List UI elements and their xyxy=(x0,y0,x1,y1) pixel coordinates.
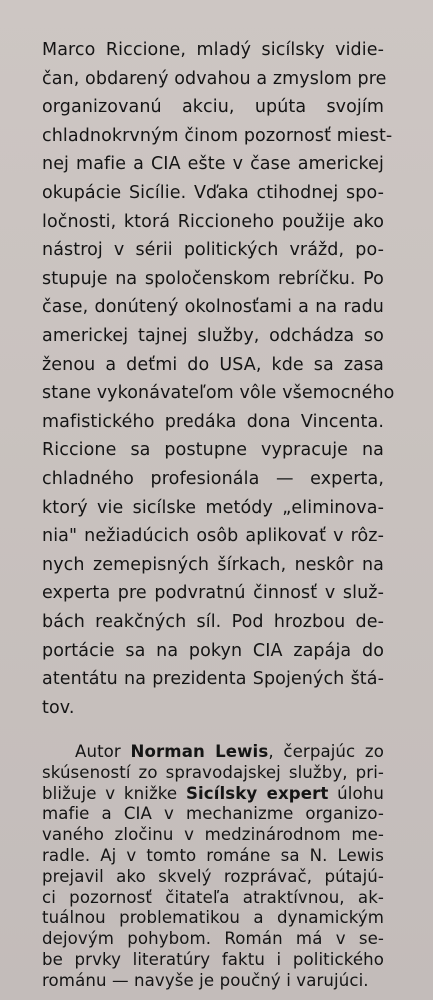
text-run: Autor xyxy=(75,742,131,761)
text-line: Riccione sa postupne vypracuje na xyxy=(42,440,384,461)
text-line: mafistického predáka dona Vincenta. xyxy=(42,411,384,432)
text-line: americkej tajnej služby, odchádza so xyxy=(42,326,384,346)
text-run: , čerpajúc zo xyxy=(268,742,384,761)
text-line: románu — navyše je poučný i varujúci. xyxy=(42,970,369,990)
text-line: nia" nežiadúcich osôb aplikovať v rôz- xyxy=(42,526,384,547)
text-line: atentátu na prezidenta Spojených štá- xyxy=(42,669,384,690)
text-line: nástroj v sérii politických vrážd, po- xyxy=(42,240,384,261)
text-line: nej mafie a CIA ešte v čase americkej xyxy=(42,154,384,175)
text-line: ci pozornosť čitateľa atraktívnou, ak- xyxy=(42,887,384,907)
text-line: čase, donútený okolnosťami a na radu xyxy=(42,297,384,318)
text-line: portácie sa na pokyn CIA zapája do xyxy=(42,640,384,661)
text-line xyxy=(75,742,384,762)
text-line: be prvky literatúry faktu i politického xyxy=(42,950,384,969)
author-name: Norman Lewis xyxy=(130,742,269,761)
text-line: okupácie Sicílie. Vďaka ctihodnej spo- xyxy=(42,183,384,203)
text-line xyxy=(42,784,384,804)
text-line: experta pre podvratnú činnosť v služ- xyxy=(42,583,384,604)
text-line: stane vykonávateľom vôle všemocného xyxy=(42,383,395,404)
text-line: ženou a deťmi do USA, kde sa zasa xyxy=(42,354,384,375)
text-run: úlohu xyxy=(328,783,384,803)
text-line: tov. xyxy=(42,697,75,718)
text-line: chladného profesionála — experta, xyxy=(42,469,384,489)
text-line: nych zemepisných šírkach, neskôr na xyxy=(42,554,384,575)
text-line: stupuje na spoločenskom rebríčku. Po xyxy=(42,268,384,289)
text-line: ločnosti, ktorá Riccioneho použije ako xyxy=(42,211,384,232)
text-run: bližuje v knižke xyxy=(42,783,186,803)
text-line: Marco Riccione, mladý sicílsky vidie- xyxy=(42,40,384,60)
text-line: bách reakčných síl. Pod hrozbou de- xyxy=(42,612,384,632)
text-line: radle. Aj v tomto románe sa N. Lewis xyxy=(42,846,384,865)
text-line: organizovanú akciu, upúta svojím xyxy=(42,97,384,118)
text-line: prejavil ako skvelý rozprávač, pútajú- xyxy=(42,866,384,886)
text-line: skúseností zo spravodajskej služby, pri- xyxy=(42,762,384,782)
text-line: tuálnou problematikou a dynamickým xyxy=(42,908,384,928)
text-line: čan, obdarený odvahou a zmyslom pre xyxy=(42,68,387,89)
book-title: Sicílsky expert xyxy=(185,783,329,803)
text-line: ktorý vie sicílske metódy „eliminova- xyxy=(42,497,384,518)
text-line: mafie a CIA v mechanizme organizo- xyxy=(42,804,384,824)
text-line: chladnokrvným činom pozornosť miest- xyxy=(42,125,393,146)
text-line: dejovým pohybom. Román má v se- xyxy=(42,929,384,949)
text-line: vaného zločinu v medzinárodnom me- xyxy=(42,825,384,845)
